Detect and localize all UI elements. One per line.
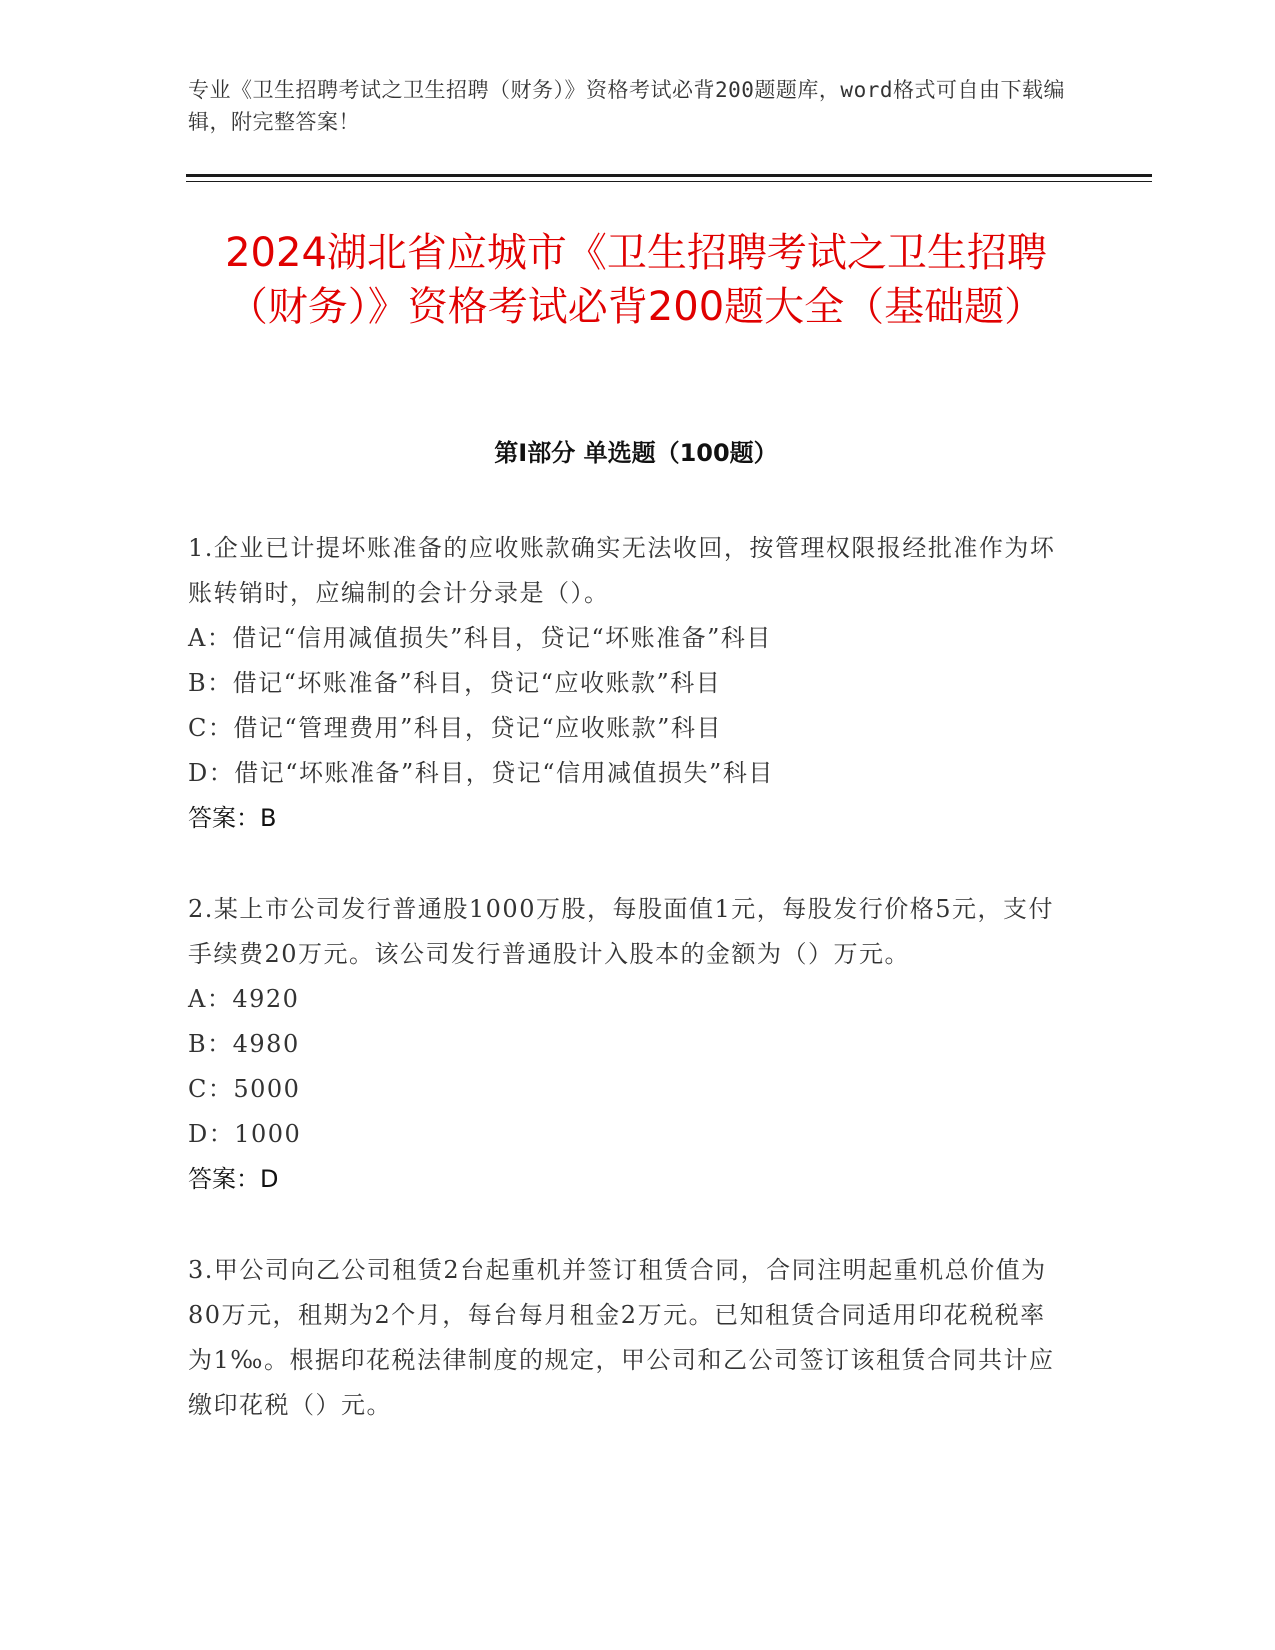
question-text: 2.某上市公司发行普通股1000万股，每股面值1元，每股发行价格5元，支付手续费20万元。该公司发行普通股计入股本的金额为（）万元。 [188,895,1055,968]
document-title: 2024湖北省应城市《卫生招聘考试之卫生招聘（财务）》资格考试必背200题大全（基础题） [225,230,1047,330]
question-text: 3.甲公司向乙公司租赁2台起重机并签订租赁合同，合同注明起重机总价值为80万元，租期为2个月，每台每月租金2万元。已知租赁合同适用印花税税率为1‰。根据印花税法律制度的规定，甲公司和乙公司签订该租赁合同共计应缴印花税（）元。 [188,1256,1055,1419]
option-c: C：借记“管理费用”科目，贷记“应收账款”科目 [188,714,722,742]
question-text: 1.企业已计提坏账准备的应收账款确实无法收回，按管理权限报经批准作为坏账转销时，应编制的会计分录是（）。 [188,534,1056,607]
option-a: A：借记“信用减值损失”科目，贷记“坏账准备”科目 [188,624,772,652]
option-c: C：5000 [188,1075,301,1103]
question-list [188,526,1068,1474]
answer: 答案：D [188,1165,279,1193]
option-b: B：借记“坏账准备”科目，贷记“应收账款”科目 [188,669,722,697]
header-divider [186,174,1152,177]
option-a: A：4920 [188,985,300,1013]
option-b: B：4980 [188,1030,300,1058]
answer: 答案：B [188,804,277,832]
header-divider-thin [186,181,1152,182]
question-3 [188,1248,1068,1428]
option-d: D：借记“坏账准备”科目，贷记“信用减值损失”科目 [188,759,774,787]
question-2 [188,887,1068,1202]
section-heading: 第Ⅰ部分 单选题（100题） [494,439,778,467]
option-d: D：1000 [188,1120,302,1148]
question-1 [188,526,1068,841]
header-note: 专业《卫生招聘考试之卫生招聘（财务）》资格考试必背200题题库，word格式可自由下载编辑，附完整答案！ [188,78,1065,134]
